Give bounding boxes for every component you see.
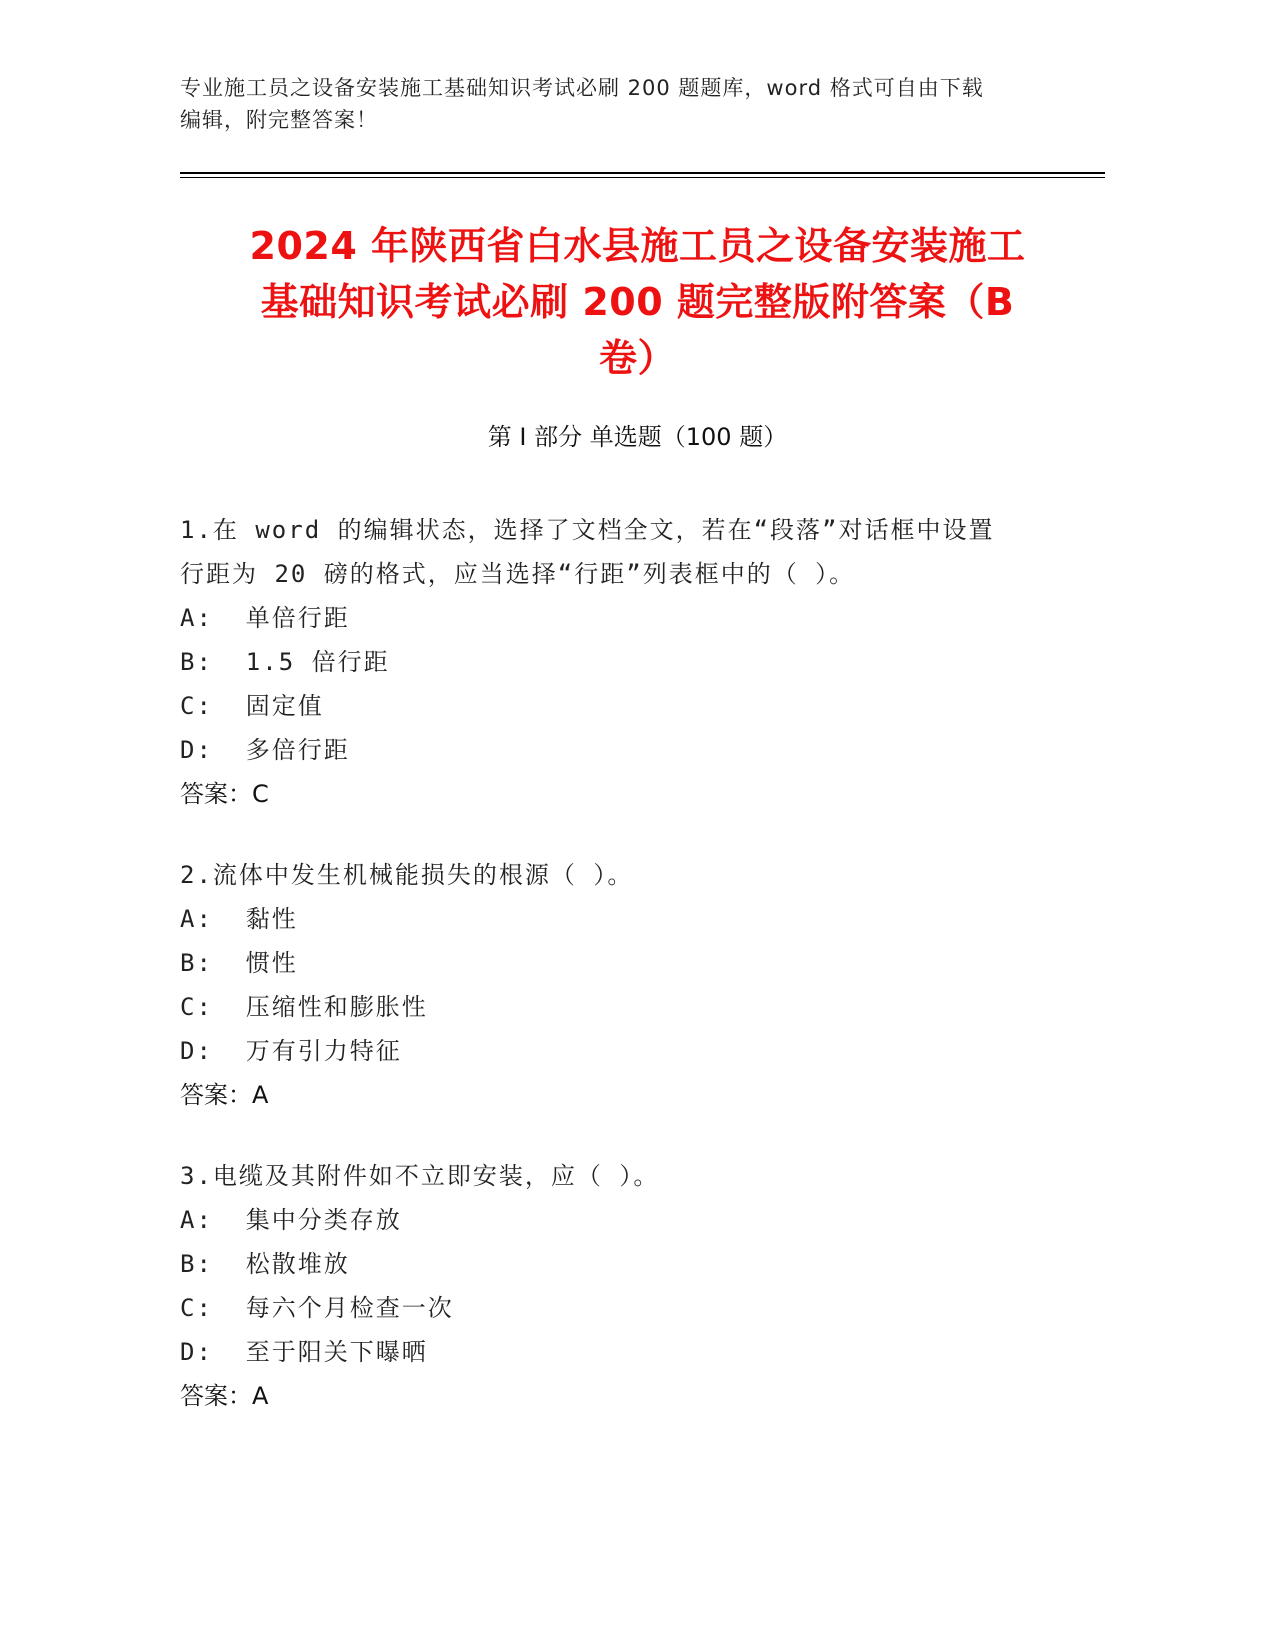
question-3	[180, 1154, 1060, 1418]
option-b: B: 松散堆放	[180, 1250, 350, 1278]
option-d: D: 多倍行距	[180, 736, 350, 764]
option-a: A: 集中分类存放	[180, 1206, 402, 1234]
option-a: A: 单倍行距	[180, 604, 350, 632]
option-b: B: 惯性	[180, 949, 298, 977]
answer-line: 答案：A	[180, 1081, 269, 1109]
header-note	[180, 72, 1050, 136]
question-list	[180, 508, 1060, 1455]
question-2	[180, 853, 1060, 1117]
header-divider-thin	[180, 177, 1105, 178]
header-note-line-1: 专业施工员之设备安装施工基础知识考试必刷 200 题题库，word 格式可自由下载	[180, 76, 984, 100]
question-stem	[180, 508, 1060, 596]
section-heading: 第 I 部分 单选题（100 题）	[487, 423, 788, 451]
document-title-line-3: 卷）	[598, 336, 676, 380]
header-divider-thick	[180, 172, 1105, 174]
option-a: A: 黏性	[180, 905, 298, 933]
question-stem-line: 行距为 20 磅的格式，应当选择“行距”列表框中的（ ）。	[180, 560, 856, 588]
option-d: D: 至于阳关下曝晒	[180, 1338, 428, 1366]
option-c: C: 每六个月检查一次	[180, 1294, 454, 1322]
question-stem-line: 2.流体中发生机械能损失的根源（ ）。	[180, 861, 634, 889]
document-title	[160, 218, 1115, 386]
document-title-line-1: 2024 年陕西省白水县施工员之设备安装施工	[249, 224, 1026, 268]
answer-line: 答案：C	[180, 780, 269, 808]
header-note-line-2: 编辑，附完整答案！	[180, 108, 378, 132]
answer-line: 答案：A	[180, 1382, 269, 1410]
question-1	[180, 508, 1060, 816]
option-c: C: 固定值	[180, 692, 324, 720]
question-stem	[180, 853, 1060, 897]
option-c: C: 压缩性和膨胀性	[180, 993, 428, 1021]
option-d: D: 万有引力特征	[180, 1037, 402, 1065]
question-stem-line: 1.在 word 的编辑状态，选择了文档全文，若在“段落”对话框中设置	[180, 516, 995, 544]
question-stem	[180, 1154, 1060, 1198]
option-b: B: 1.5 倍行距	[180, 648, 390, 676]
question-stem-line: 3.电缆及其附件如不立即安装，应（ ）。	[180, 1162, 660, 1190]
document-title-line-2: 基础知识考试必刷 200 题完整版附答案（B	[260, 280, 1015, 324]
